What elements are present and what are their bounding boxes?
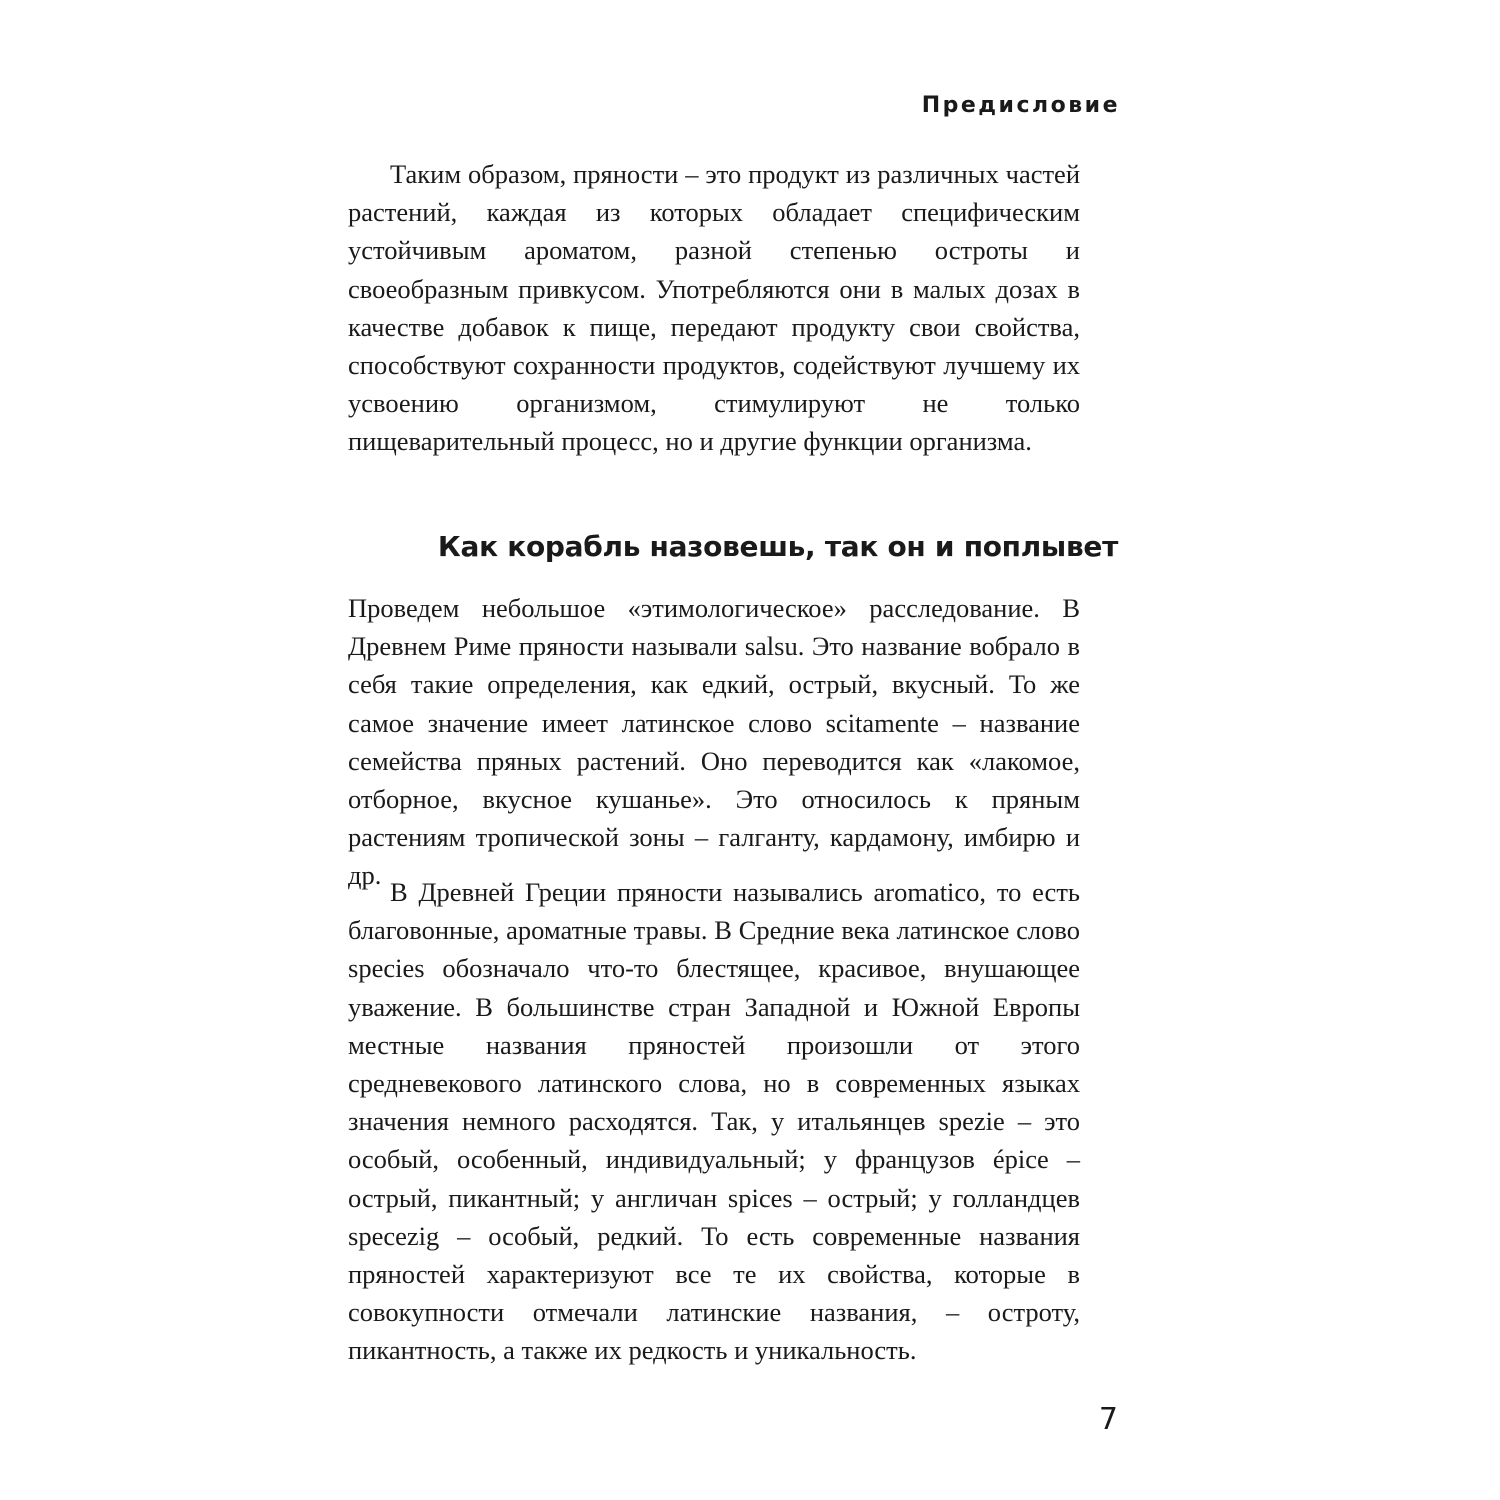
running-head: Предисловие — [921, 93, 1120, 118]
section-block-1 — [348, 589, 1080, 895]
section-block-2 — [348, 873, 1080, 1370]
paragraph-spices-definition: Таким образом, пряности – это продукт из различных частей растений, каждая из которых обладает специфическим устойчивым ароматом, разной степенью остроты и своеобразным привкусом. Употребляются они в малых дозах в качестве добавок к пище, передают продукту свои свойства, способствуют сохранности продуктов, содействуют лучшему их усвоению организмом, стимулируют не только пищеварительный процесс, но и другие функции организма. — [348, 159, 1080, 457]
paragraph-etymology-rome: Проведем небольшое «этимологическое» расследование. В Древнем Риме пряности называли salsu. Это название вобрало в себя такие определения, как едкий, острый, вкусный. То же самое значение имеет латинское слово scitamente – название семейства пряных растений. Оно переводится как «лакомое, отборное, вкусное кушанье». Это относилось к пряным растениям тропической зоны – галганту, кардамону, имбирю и др. — [348, 593, 1080, 891]
page-number: 7 — [1098, 1402, 1118, 1437]
paragraph-etymology-greece: В Древней Греции пряности назывались aromatico, то есть благовонные, ароматные травы. В Средние века латинское слово species обозначало что-то блестящее, красивое, внушающее уважение. В большинстве стран Западной и Южной Европы местные названия пряностей произошли от этого средневекового латинского слова, но в современных языках значения немного расходятся. Так, у итальянцев spezie – это особый, особенный, индивидуальный; у французов épice – острый, пикантный; у англичан spices – острый; у голландцев specezig – особый, редкий. То есть современные названия пряностей характеризуют все те их свойства, которые в совокупности отмечали латинские названия, – остроту, пикантность, а также их редкость и уникальность. — [348, 877, 1080, 1366]
intro-block — [348, 155, 1080, 461]
section-heading: Как корабль назовешь, так он и поплывет — [437, 530, 1118, 563]
